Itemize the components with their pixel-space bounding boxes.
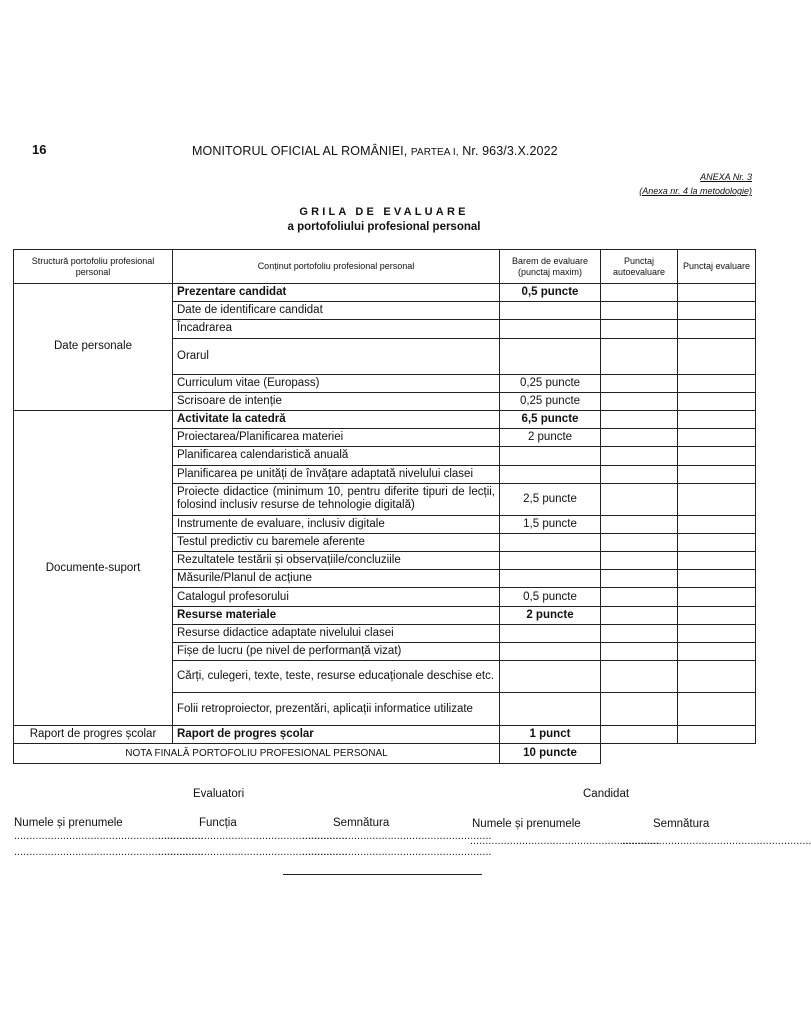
self-score-cell[interactable] xyxy=(601,515,678,533)
header-self-score: Punctaj autoevaluare xyxy=(601,250,678,284)
self-score-cell[interactable] xyxy=(601,392,678,410)
self-score-cell[interactable] xyxy=(601,284,678,302)
content-cell: Prezentare candidat xyxy=(173,284,500,302)
barem-cell: 0,25 puncte xyxy=(500,374,601,392)
candidate-title: Candidat xyxy=(583,788,630,800)
self-score-cell[interactable] xyxy=(601,606,678,624)
evaluator-signature-line-2: .............................................................. xyxy=(302,846,492,858)
evaluator-signature-line-1: .............................................................. xyxy=(302,830,492,842)
evaluator-signature-label: Semnătura xyxy=(333,817,390,829)
eval-score-cell[interactable] xyxy=(678,515,756,533)
barem-cell: 0,5 puncte xyxy=(500,284,601,302)
eval-score-cell[interactable] xyxy=(678,643,756,661)
page-number: 16 xyxy=(32,142,47,157)
barem-cell: 2 puncte xyxy=(500,606,601,624)
evaluator-name-line-2: .............................................................. xyxy=(14,846,204,858)
annex-source: (Anexa nr. 4 la metodologie) xyxy=(639,186,752,196)
self-score-cell[interactable] xyxy=(601,374,678,392)
barem-cell: 0,5 puncte xyxy=(500,588,601,606)
eval-score-cell[interactable] xyxy=(678,661,756,693)
annex-reference xyxy=(639,170,752,198)
structure-cell: Date personale xyxy=(14,284,173,411)
eval-score-cell[interactable] xyxy=(678,302,756,320)
content-cell: Planificarea calendaristică anuală xyxy=(173,447,500,465)
eval-score-cell[interactable] xyxy=(678,483,756,515)
self-score-cell[interactable] xyxy=(601,338,678,374)
candidate-signature-label: Semnătura xyxy=(653,818,710,830)
publication-issue: Nr. 963/3.X.2022 xyxy=(462,144,558,158)
eval-score-cell[interactable] xyxy=(678,410,756,428)
content-cell: Orarul xyxy=(173,338,500,374)
content-cell: Activitate la catedră xyxy=(173,410,500,428)
final-score-empty xyxy=(601,744,756,764)
barem-cell xyxy=(500,624,601,642)
barem-cell: 0,25 puncte xyxy=(500,392,601,410)
content-cell: Scrisoare de intenție xyxy=(173,392,500,410)
table-header-row xyxy=(14,250,756,284)
barem-cell xyxy=(500,693,601,726)
content-cell: Fișe de lucru (pe nivel de performanță vizat) xyxy=(173,643,500,661)
self-score-cell[interactable] xyxy=(601,624,678,642)
content-cell: Date de identificare candidat xyxy=(173,302,500,320)
content-cell: Proiecte didactice (minimum 10, pentru diferite tipuri de lecții, folosind inclusiv resurse de tehnologie digitală) xyxy=(173,483,500,515)
self-score-cell[interactable] xyxy=(601,447,678,465)
self-score-cell[interactable] xyxy=(601,643,678,661)
eval-score-cell[interactable] xyxy=(678,606,756,624)
eval-score-cell[interactable] xyxy=(678,447,756,465)
header-structure: Structură portofoliu profesional personal xyxy=(14,250,173,284)
self-score-cell[interactable] xyxy=(601,302,678,320)
self-score-cell[interactable] xyxy=(601,533,678,551)
self-score-cell[interactable] xyxy=(601,483,678,515)
barem-cell: 1 punct xyxy=(500,726,601,744)
structure-cell: Documente-suport xyxy=(14,410,173,725)
eval-score-cell[interactable] xyxy=(678,429,756,447)
document-title: GRILA DE EVALUARE xyxy=(299,206,469,218)
candidate-signature-line: .............................................................. xyxy=(622,835,811,847)
final-score-value: 10 puncte xyxy=(500,744,601,764)
barem-cell xyxy=(500,533,601,551)
evaluator-function-line-2: .............................................................. xyxy=(158,846,348,858)
content-cell: Resurse didactice adaptate nivelului clasei xyxy=(173,624,500,642)
content-cell: Măsurile/Planul de acțiune xyxy=(173,570,500,588)
eval-score-cell[interactable] xyxy=(678,465,756,483)
eval-score-cell[interactable] xyxy=(678,693,756,726)
evaluator-function-line-1: .............................................................. xyxy=(158,830,348,842)
content-cell: Încadrarea xyxy=(173,320,500,338)
self-score-cell[interactable] xyxy=(601,726,678,744)
self-score-cell[interactable] xyxy=(601,429,678,447)
evaluator-name-label: Numele și prenumele xyxy=(14,817,123,829)
evaluators-title: Evaluatori xyxy=(193,788,245,800)
eval-score-cell[interactable] xyxy=(678,588,756,606)
final-score-label: NOTA FINALĂ PORTOFOLIU PROFESIONAL PERSONAL xyxy=(14,744,500,764)
table-row xyxy=(14,410,756,428)
barem-cell xyxy=(500,302,601,320)
content-cell: Testul predictiv cu baremele aferente xyxy=(173,533,500,551)
publication-part: PARTEA I, xyxy=(410,147,459,158)
barem-cell: 1,5 puncte xyxy=(500,515,601,533)
eval-score-cell[interactable] xyxy=(678,624,756,642)
self-score-cell[interactable] xyxy=(601,588,678,606)
content-cell: Folii retroproiector, prezentări, aplicații informatice utilizate xyxy=(173,693,500,726)
publication-header xyxy=(192,144,558,158)
self-score-cell[interactable] xyxy=(601,552,678,570)
table-body xyxy=(14,284,756,764)
eval-score-cell[interactable] xyxy=(678,374,756,392)
table-row xyxy=(14,726,756,744)
barem-cell xyxy=(500,570,601,588)
self-score-cell[interactable] xyxy=(601,320,678,338)
eval-score-cell[interactable] xyxy=(678,284,756,302)
final-score-row xyxy=(14,744,756,764)
content-cell: Proiectarea/Planificarea materiei xyxy=(173,429,500,447)
content-cell: Cărți, culegeri, texte, teste, resurse educaționale deschise etc. xyxy=(173,661,500,693)
barem-cell xyxy=(500,552,601,570)
content-cell: Raport de progres școlar xyxy=(173,726,500,744)
content-cell: Rezultatele testării și observațiile/concluziile xyxy=(173,552,500,570)
self-score-cell[interactable] xyxy=(601,410,678,428)
content-cell: Resurse materiale xyxy=(173,606,500,624)
self-score-cell[interactable] xyxy=(601,570,678,588)
barem-cell: 2,5 puncte xyxy=(500,483,601,515)
barem-cell xyxy=(500,338,601,374)
content-cell: Planificarea pe unități de învățare adaptată nivelului clasei xyxy=(173,465,500,483)
barem-cell: 2 puncte xyxy=(500,429,601,447)
content-cell: Instrumente de evaluare, inclusiv digitale xyxy=(173,515,500,533)
header-barem: Barem de evaluare (punctaj maxim) xyxy=(500,250,601,284)
self-score-cell[interactable] xyxy=(601,465,678,483)
eval-score-cell[interactable] xyxy=(678,552,756,570)
barem-cell: 6,5 puncte xyxy=(500,410,601,428)
barem-cell xyxy=(500,447,601,465)
eval-score-cell[interactable] xyxy=(678,320,756,338)
content-cell: Catalogul profesorului xyxy=(173,588,500,606)
self-score-cell[interactable] xyxy=(601,693,678,726)
evaluation-grid xyxy=(13,249,756,764)
barem-cell xyxy=(500,661,601,693)
candidate-name-label: Numele și prenumele xyxy=(472,818,581,830)
eval-score-cell[interactable] xyxy=(678,392,756,410)
eval-score-cell[interactable] xyxy=(678,570,756,588)
header-eval-score: Punctaj evaluare xyxy=(678,250,756,284)
eval-score-cell[interactable] xyxy=(678,726,756,744)
closing-rule xyxy=(283,874,482,875)
barem-cell xyxy=(500,643,601,661)
annex-number: ANEXA Nr. 3 xyxy=(700,172,752,182)
evaluator-function-label: Funcția xyxy=(199,817,237,829)
self-score-cell[interactable] xyxy=(601,661,678,693)
publication-name: MONITORUL OFICIAL AL ROMÂNIEI, xyxy=(192,144,408,158)
eval-score-cell[interactable] xyxy=(678,533,756,551)
content-cell: Curriculum vitae (Europass) xyxy=(173,374,500,392)
structure-cell: Raport de progres școlar xyxy=(14,726,173,744)
document-subtitle: a portofoliului profesional personal xyxy=(287,221,481,233)
barem-cell xyxy=(500,465,601,483)
table-row xyxy=(14,284,756,302)
candidate-name-line: .............................................................. xyxy=(470,835,660,847)
evaluator-name-line-1: .............................................................. xyxy=(14,830,204,842)
eval-score-cell[interactable] xyxy=(678,338,756,374)
barem-cell xyxy=(500,320,601,338)
header-content: Conținut portofoliu profesional personal xyxy=(173,250,500,284)
